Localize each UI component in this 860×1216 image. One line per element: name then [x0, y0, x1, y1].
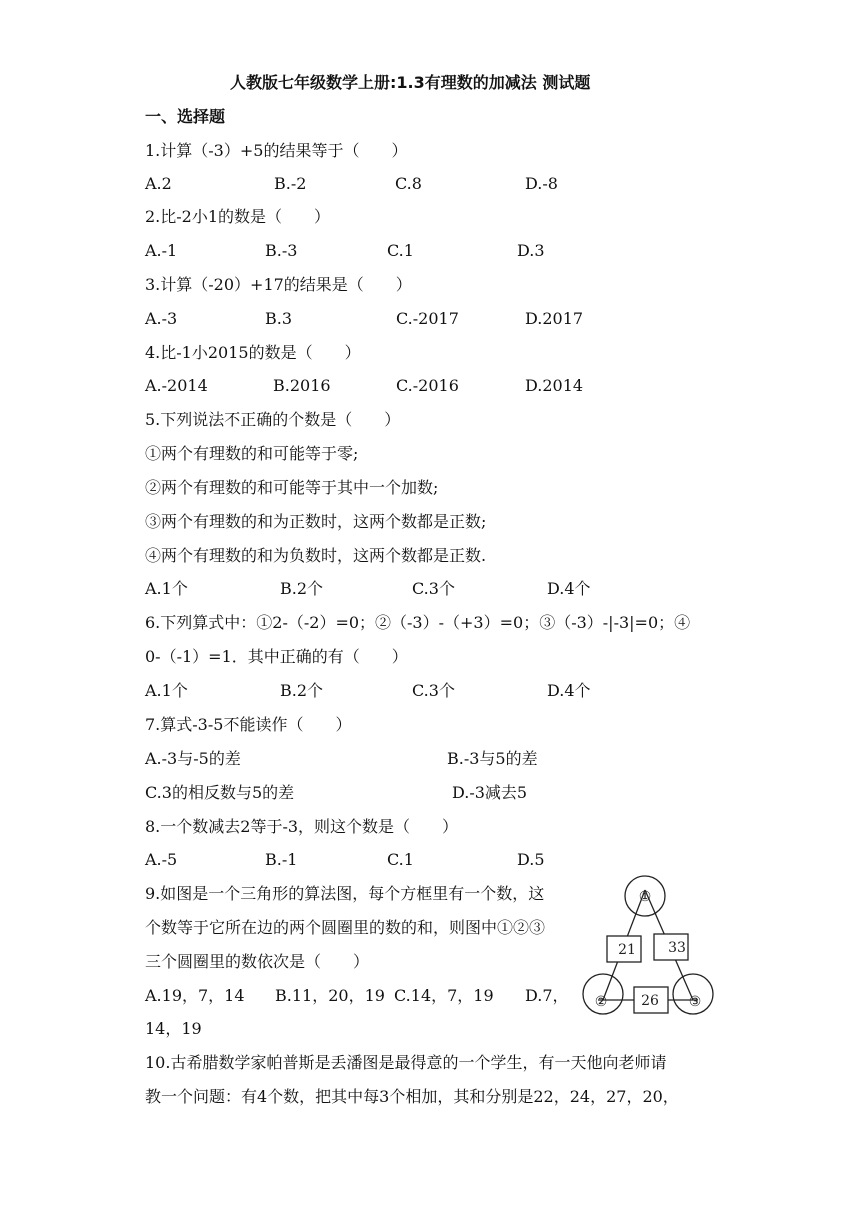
q10-stem-line2: 教一个问题：有4个数，把其中每3个相加，其和分别是22，24，27，20， [145, 1087, 679, 1106]
q5-option-d: D.4个 [547, 579, 591, 598]
q5-statement-4: ④两个有理数的和为负数时，这两个数都是正数. [145, 546, 487, 565]
page-title: 人教版七年级数学上册:1.3有理数的加减法 测试题 [230, 73, 591, 92]
triangle-algorithm-diagram [580, 872, 720, 1020]
q9-option-d: D.7， [525, 986, 569, 1005]
q3-option-c: C.-2017 [396, 309, 459, 328]
q5-option-a: A.1个 [145, 579, 188, 598]
q9-option-b: B.11，20，19 [275, 986, 385, 1005]
q6-option-d: D.4个 [547, 681, 591, 700]
q2-stem: 2.比-2小1的数是（ ） [145, 207, 331, 226]
q9-option-a: A.19，7，14 [145, 986, 245, 1005]
circle-label-2: ② [594, 994, 608, 1010]
q9-stem-line2: 个数等于它所在边的两个圆圈里的数的和，则图中①②③ [145, 918, 546, 937]
q6-option-b: B.2个 [280, 681, 324, 700]
q2-option-a: A.-1 [145, 241, 178, 260]
q4-option-a: A.-2014 [145, 376, 208, 395]
q6-stem-line1: 6.下列算式中：①2-（-2）=0；②（-3）-（+3）=0；③（-3）-|-3|=0；④ [145, 613, 691, 632]
q9-stem-line3: 三个圆圈里的数依次是（ ） [145, 952, 370, 971]
q4-option-d: D.2014 [525, 376, 584, 395]
q5-statement-2: ②两个有理数的和可能等于其中一个加数; [145, 478, 439, 497]
q7-option-d: D.-3减去5 [452, 783, 528, 802]
box-bottom-value: 26 [641, 993, 659, 1009]
q10-stem-line1: 10.古希腊数学家帕普斯是丢潘图是最得意的一个学生，有一天他向老师请 [145, 1053, 667, 1072]
q8-option-d: D.5 [517, 850, 545, 869]
q1-stem: 1.计算（-3）+5的结果等于（ ） [145, 141, 408, 160]
q1-option-b: B.-2 [274, 174, 307, 193]
q3-option-d: D.2017 [525, 309, 584, 328]
q1-option-a: A.2 [145, 174, 172, 193]
circle-label-1: ① [638, 889, 652, 905]
q7-option-c: C.3的相反数与5的差 [145, 783, 295, 802]
q2-option-d: D.3 [517, 241, 545, 260]
q5-statement-3: ③两个有理数的和为正数时，这两个数都是正数; [145, 512, 487, 531]
section-heading: 一、选择题 [145, 107, 226, 126]
q9-stem-line1: 9.如图是一个三角形的算法图，每个方框里有一个数，这 [145, 884, 545, 903]
q6-option-c: C.3个 [412, 681, 455, 700]
q1-option-c: C.8 [395, 174, 422, 193]
q7-option-a: A.-3与-5的差 [145, 749, 241, 768]
q9-option-d-continued: 14，19 [145, 1019, 202, 1038]
q7-stem: 7.算式-3-5不能读作（ ） [145, 715, 352, 734]
q9-option-c: C.14，7，19 [394, 986, 494, 1005]
q5-option-b: B.2个 [280, 579, 324, 598]
q4-option-c: C.-2016 [396, 376, 459, 395]
q2-option-b: B.-3 [265, 241, 298, 260]
circle-label-3: ③ [688, 994, 702, 1010]
box-right-value: 33 [668, 940, 686, 956]
q2-option-c: C.1 [387, 241, 414, 260]
q8-option-a: A.-5 [145, 850, 178, 869]
box-left-value: 21 [618, 942, 636, 958]
q8-stem: 8.一个数减去2等于-3，则这个数是（ ） [145, 817, 459, 836]
q5-option-c: C.3个 [412, 579, 455, 598]
q7-option-b: B.-3与5的差 [447, 749, 538, 768]
q6-stem-line2: 0-（-1）=1．其中正确的有（ ） [145, 647, 408, 666]
q3-option-b: B.3 [265, 309, 293, 328]
q4-option-b: B.2016 [273, 376, 331, 395]
q8-option-c: C.1 [387, 850, 414, 869]
q8-option-b: B.-1 [265, 850, 298, 869]
q5-statement-1: ①两个有理数的和可能等于零; [145, 444, 359, 463]
q1-option-d: D.-8 [525, 174, 558, 193]
q3-option-a: A.-3 [145, 309, 178, 328]
q6-option-a: A.1个 [145, 681, 188, 700]
q5-stem: 5.下列说法不正确的个数是（ ） [145, 410, 401, 429]
q4-stem: 4.比-1小2015的数是（ ） [145, 343, 361, 362]
q3-stem: 3.计算（-20）+17的结果是（ ） [145, 275, 412, 294]
